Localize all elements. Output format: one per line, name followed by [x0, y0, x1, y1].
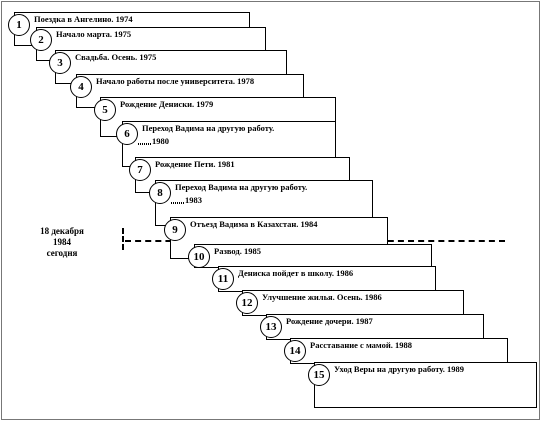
today-marker-label [22, 226, 102, 259]
event-number: 10 [188, 246, 210, 268]
event-label-year: 1980 [152, 136, 169, 146]
event-label: Переход Вадима на другую работу. [175, 182, 308, 192]
event-label: Поездка в Ангелино. 1974 [34, 14, 133, 24]
event-label: Расставание с мамой. 1988 [310, 340, 413, 350]
event-label-year: 1983 [185, 195, 202, 205]
event-label: Начало работы после университета. 1978 [96, 76, 255, 86]
event-label: Дениска пойдет в школу. 1986 [238, 268, 354, 278]
today-word: сегодня [46, 248, 78, 258]
today-year: 1984 [53, 237, 71, 247]
event-number: 15 [308, 364, 330, 386]
today-tick [122, 228, 127, 250]
event-label: Начало марта. 1975 [56, 29, 132, 39]
event-number: 8 [149, 182, 171, 204]
event-label: Отъезд Вадима в Казахстан. 1984 [190, 219, 318, 229]
event-label: Рождение дочери. 1987 [286, 316, 373, 326]
event-number: 4 [70, 76, 92, 98]
today-date: 18 декабря [40, 226, 84, 236]
event-dots [171, 202, 185, 204]
event-label: Рождение Пети. 1981 [155, 159, 235, 169]
event-number: 12 [236, 292, 258, 314]
event-number: 6 [116, 123, 138, 145]
event-label: Развод. 1985 [214, 246, 261, 256]
event-number: 9 [164, 219, 186, 241]
event-number: 14 [284, 340, 306, 362]
event-label: Рождение Дениски. 1979 [120, 99, 214, 109]
event-dots [138, 143, 152, 145]
event-number: 2 [30, 29, 52, 51]
event-number: 7 [129, 159, 151, 181]
event-label: Уход Веры на другую работу. 1989 [334, 364, 464, 374]
event-label: Улучшение жилья. Осень. 1986 [262, 292, 382, 302]
event-number: 5 [94, 99, 116, 121]
event-number: 3 [49, 52, 71, 74]
event-label: Свадьба. Осень. 1975 [75, 52, 157, 62]
event-label: Переход Вадима на другую работу. [142, 123, 275, 133]
event-number: 11 [212, 268, 234, 290]
event-number: 13 [260, 316, 282, 338]
event-number: 1 [8, 14, 30, 36]
